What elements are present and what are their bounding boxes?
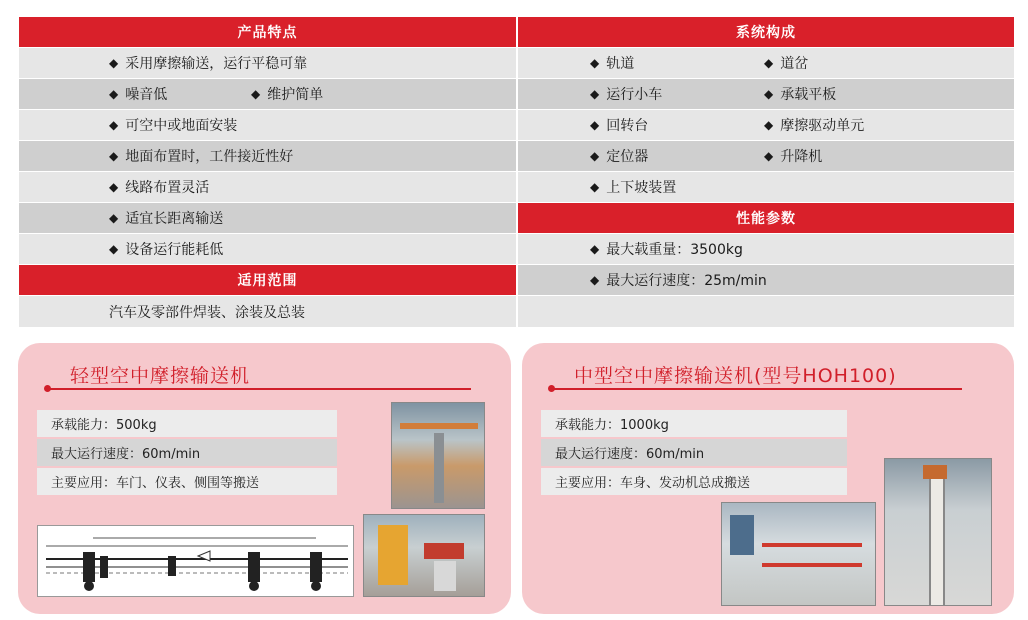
system-item: 承载平板 bbox=[780, 87, 837, 103]
feature-text: 维护简单 bbox=[267, 87, 324, 103]
bullet-icon: ◆ bbox=[109, 56, 119, 70]
system-item: 运行小车 bbox=[606, 87, 663, 103]
feature-text: 噪音低 bbox=[125, 87, 168, 103]
feature-text: 可空中或地面安装 bbox=[125, 118, 238, 134]
system-row-1 bbox=[518, 48, 1014, 78]
bullet-icon: ◆ bbox=[590, 149, 600, 163]
panel-title: 中型空中摩擦输送机(型号HOH100) bbox=[574, 365, 897, 387]
scope-text: 汽车及零部件焊装、涂装及总装 bbox=[109, 304, 305, 321]
feature-text: 设备运行能耗低 bbox=[125, 242, 224, 258]
system-item: 升降机 bbox=[780, 149, 823, 165]
bullet-icon: ◆ bbox=[764, 118, 774, 132]
bullet-icon: ◆ bbox=[590, 56, 600, 70]
feature-row-4 bbox=[19, 141, 516, 171]
bullet-icon: ◆ bbox=[109, 87, 119, 101]
conveyor-track-photo bbox=[884, 458, 992, 606]
system-item: 轨道 bbox=[606, 56, 635, 72]
bullet-icon: ◆ bbox=[590, 118, 600, 132]
system-row-4 bbox=[518, 141, 1014, 171]
system-row-2 bbox=[518, 79, 1014, 109]
spec-row: 承载能力：1000kg bbox=[541, 410, 847, 437]
system-item: 上下坡装置 bbox=[606, 180, 677, 196]
bullet-icon: ◆ bbox=[109, 211, 119, 225]
scope-row bbox=[19, 296, 516, 327]
feature-text: 地面布置时，工件接近性好 bbox=[125, 149, 294, 165]
bullet-icon: ◆ bbox=[764, 87, 774, 101]
bullet-icon: ◆ bbox=[590, 180, 600, 194]
conveyor-diagram bbox=[37, 525, 354, 597]
bullet-icon: ◆ bbox=[590, 273, 600, 287]
feature-text: 适宜长距离输送 bbox=[125, 211, 224, 227]
bullet-icon: ◆ bbox=[109, 242, 119, 256]
bullet-icon: ◆ bbox=[590, 242, 600, 256]
feature-row-2 bbox=[19, 79, 516, 109]
title-underline bbox=[48, 388, 471, 390]
spec-row: 主要应用：车身、发动机总成搬送 bbox=[541, 468, 847, 495]
feature-text: 线路布置灵活 bbox=[125, 180, 210, 196]
perf-row-1 bbox=[518, 234, 1014, 264]
system-item: 摩擦驱动单元 bbox=[780, 118, 865, 134]
performance-header: 性能参数 bbox=[518, 203, 1014, 233]
spec-row: 最大运行速度：60m/min bbox=[541, 439, 847, 466]
assembly-line-photo bbox=[721, 502, 876, 606]
system-row-3 bbox=[518, 110, 1014, 140]
bullet-icon: ◆ bbox=[109, 180, 119, 194]
robot-photo bbox=[363, 514, 485, 597]
features-header: 产品特点 bbox=[19, 17, 516, 47]
light-conveyor-panel bbox=[18, 343, 511, 614]
perf-row-empty bbox=[518, 296, 1014, 327]
perf-row-2 bbox=[518, 265, 1014, 295]
bullet-icon: ◆ bbox=[764, 149, 774, 163]
spec-row: 最大运行速度：60m/min bbox=[37, 439, 337, 466]
system-item: 定位器 bbox=[606, 149, 649, 165]
bullet-icon: ◆ bbox=[590, 87, 600, 101]
feature-row-5 bbox=[19, 172, 516, 202]
medium-conveyor-panel bbox=[522, 343, 1014, 614]
perf-value: 最大运行速度：25m/min bbox=[606, 273, 767, 289]
perf-value: 最大载重量：3500kg bbox=[606, 242, 743, 258]
feature-text: 采用摩擦输送，运行平稳可靠 bbox=[125, 56, 308, 72]
panel-title: 轻型空中摩擦输送机 bbox=[70, 365, 251, 387]
bullet-icon: ◆ bbox=[251, 87, 261, 101]
spec-row: 承载能力：500kg bbox=[37, 410, 337, 437]
scope-header: 适用范围 bbox=[19, 265, 516, 295]
system-header: 系统构成 bbox=[518, 17, 1014, 47]
feature-row-6 bbox=[19, 203, 516, 233]
feature-row-7 bbox=[19, 234, 516, 264]
title-underline bbox=[552, 388, 962, 390]
spec-row: 主要应用：车门、仪表、侧围等搬送 bbox=[37, 468, 337, 495]
workshop-photo bbox=[391, 402, 485, 509]
feature-row-3 bbox=[19, 110, 516, 140]
bullet-icon: ◆ bbox=[764, 56, 774, 70]
system-item: 道岔 bbox=[780, 56, 809, 72]
bullet-icon: ◆ bbox=[109, 118, 119, 132]
bullet-icon: ◆ bbox=[109, 149, 119, 163]
system-item: 回转台 bbox=[606, 118, 649, 134]
feature-row-1 bbox=[19, 48, 516, 78]
system-row-5 bbox=[518, 172, 1014, 202]
